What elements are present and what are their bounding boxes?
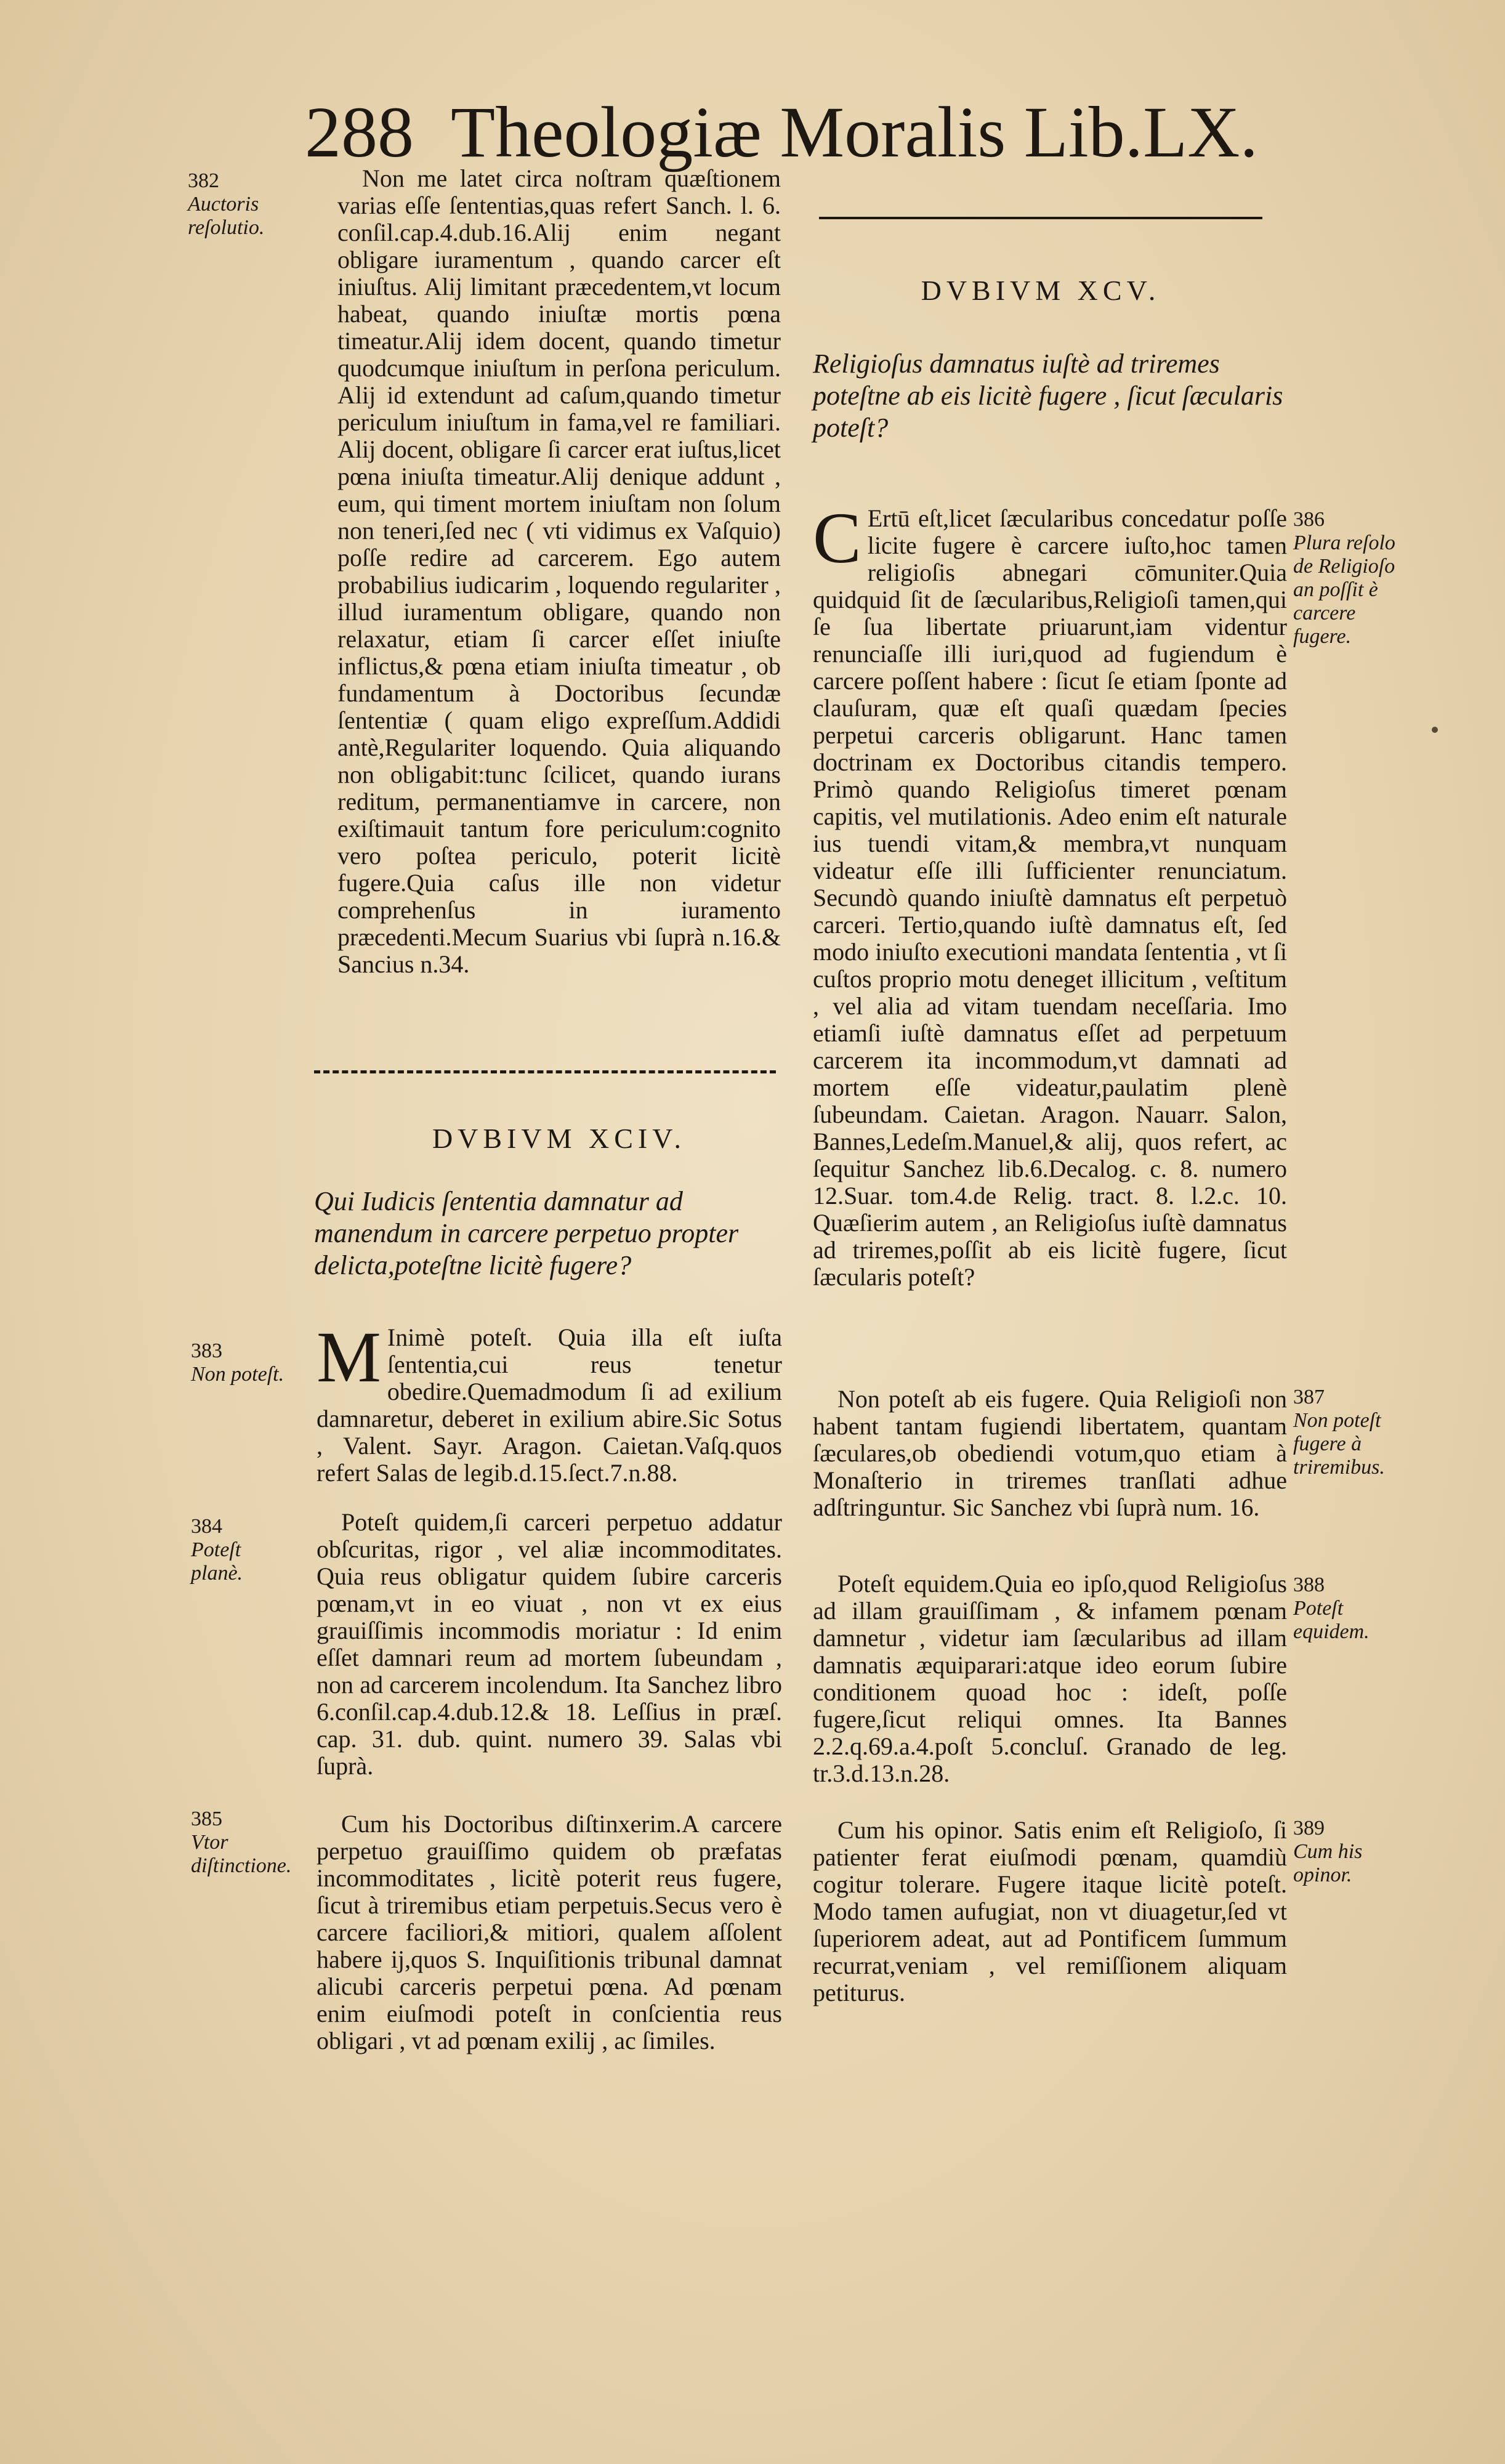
margin-note-389: 389 Cum his opinor. xyxy=(1293,1817,1363,1886)
page-number: 288 xyxy=(305,92,414,172)
paragraph-383: Inimè poteſt. Quia illa eſt iuſta ſententia,cui reus tenetur obedire.Quemadmodum ſi ad exilium damnaretur, deberet in exilium abire.Sic Sotus , Valent. Sayr. Aragon. Caietan.Vaſq.quos refert Salas de legib.d.15.ſect.7.n.88. xyxy=(317,1323,782,1487)
margin-note-383: 383 Non poteſt. xyxy=(191,1339,284,1386)
top-rule xyxy=(819,217,1262,219)
paragraph-384-block xyxy=(317,1509,782,1780)
margin-note-387: 387 Non poteſt fugere à triremibus. xyxy=(1293,1386,1385,1479)
paragraph-386-block xyxy=(813,498,1287,1291)
margin-note-388: 388 Poteſt equidem. xyxy=(1293,1573,1370,1643)
margin-note-385: 385 Vtor diſtinctione. xyxy=(191,1808,292,1877)
paragraph-387: Non poteſt ab eis fugere. Quia Religioſi non habent tantam fugiendi libertatem, quantam ſæculares,ob obediendi votum,quo etiam à Monaſterio in triremes tranſlati adhue adſtringuntur. Sic Sanchez vbi ſuprà num. 16. xyxy=(813,1385,1287,1521)
paragraph-389-block xyxy=(813,1817,1287,2006)
paragraph-388-block xyxy=(813,1570,1287,1787)
dubium-95-title: DVBIVM XCV. xyxy=(921,275,1161,306)
paragraph-386: Ertū eſt,licet ſæcularibus concedatur poſſe licite fugere è carcere iuſto,hoc tamen religioſis abnegari cōmuniter.Quia quidquid ſit de ſæcularibus,Religioſi tamen,qui ſe ſua libertate priuarunt,iam videntur renunciaſſe illi iuri,quod ad fugiendum è carcere poſſent habere : ſicut ſe etiam ſponte ad clauſuram, quæ eſt quaſi quædam ſpecies perpetui carceris obligarunt. Hanc tamen doctrinam ex Doctoribus citandis tempero. Primò quando Religioſus timeret pœnam capitis, vel mutilationis. Adeo enim eſt naturale ius tuendi vitam,& membra,vt nunquam videatur eſſe illi ſufficienter renunciatum. Secundò quando iniuſtè damnatus eſt perpetuò carceri. Tertio,quando iuſtè damnatus eſt, ſed modo iniuſto executioni mandata ſententia , vt ſi cuſtos proprio motu deneget illicitum , veſtitum , vel alia ad vitam tuendam neceſſaria. Imo etiamſi iuſtè damnatus eſſet ad perpetuum carcerem ita incommodum,vt damnati ad mortem eſſe videatur,paulatim plenè ſubeundam. Caietan. Aragon. Nauarr. Salon, Bannes,Ledeſm.Manuel,& alij, quos refert, ac ſequitur Sanchez lib.6.Decalog. c. 8. numero 12.Suar. tom.4.de Relig. tract. 8. l.2.c. 10. Quæſierim autem , an Religioſus iuſtè damnatus ad triremes,poſſit ab eis licitè fugere, ſicut ſæcularis poteſt? xyxy=(813,504,1287,1291)
paragraph-383-block xyxy=(317,1317,782,1487)
margin-note-384: 384 Poteſt planè. xyxy=(191,1515,243,1585)
dubium-95-question: Religioſus damnatus iuſtè ad triremes poteſtne ab eis licitè fugere , ſicut ſæcularis poteſt? xyxy=(813,349,1283,443)
dubium-94-question: Qui Iudicis ſententia damnatur ad manendum in carcere perpetuo propter delicta,poteſtne licitè fugere? xyxy=(314,1186,739,1280)
drop-cap: M xyxy=(317,1317,381,1397)
paragraph-385-block xyxy=(317,1811,782,2054)
paragraph-385: Cum his Doctoribus diſtinxerim.A carcere perpetuo grauiſſimo quidem ob præfatas incommoditates , licitè poterit reus fugere, ſicut à triremibus etiam perpetuis.Secus vero è carcere faciliori,& mitiori, qualem aſſolent habere ij,quos S. Inquiſitionis tribunal damnat alicubi carceris perpetui pœna. Ad pœnam enim eiuſmodi poteſt in conſcientia reus obligari , vt ad pœnam exilij , ac ſimiles. xyxy=(317,1810,782,2054)
margin-note-386: 386 Plura reſolo de Religioſo an poſſit è carcere fugere. xyxy=(1293,508,1395,648)
paragraph-382: Non me latet circa noſtram quæſtionem varias eſſe ſententias,quas refert Sanch. l. 6. conſil.cap.4.dub.16.Alij enim negant obligare iuramentum , quando carcer eſt iniuſtus. Alij limitant præcedentem,vt locum habeat, quando iniuſtæ mortis pœna timeatur.Alij idem docent, quando timetur quodcumque iniuſtum in perſona periculum. Alij id extendunt ad caſum,quando timetur periculum iniuſtum in fama,vel re familiari. Alij docent, obligare ſi carcer erat iuſtus,licet pœna iniuſta timeatur.Alij denique addunt , eum, qui timent mortem iniuſtam non ſolum non teneri,ſed nec ( vti vidimus ex Vaſquio) poſſe redire ad carcerem. Ego autem probabilius iudicarim , loquendo regulariter , illud iuramentum obligare, quando non relaxatur, etiam ſi carcer eſſet iniuſte inflictus,& pœna etiam iniuſta timeatur , ob fundamentum à Doctoribus ſecundæ ſententiæ ( quam eligo expreſſum.Addidi antè,Regulariter loquendo. Quia aliquando non obligabit:tunc ſcilicet, quando iurans reditum, permanentiamve in carcere, non exiſtimauit tantum fore periculum:cognito vero poſtea periculo, poterit licitè fugere.Quia caſus ille non videtur comprehenſus in iuramento præcedenti.Mecum Suarius vbi ſuprà n.16.& Sancius n.34. xyxy=(337,164,781,978)
ink-spot xyxy=(1432,727,1438,733)
margin-note-382: 382 Auctoris reſolutio. xyxy=(188,169,265,239)
paragraph-384: Poteſt quidem,ſi carceri perpetuo addatur obſcuritas, rigor , vel aliæ incommoditates. Quia reus obligatur quidem ſubire carceris pœnam,vt in eo viuat , non vt ex eius grauiſſimis incommodis moriatur : Id enim eſſet damnari reum ad mortem ſubeundam , non ad carcerem incolendum. Ita Sanchez libro 6.conſil.cap.4.dub.12.& 18. Leſſius in præſ. cap. 31. dub. quint. numero 39. Salas vbi ſuprà. xyxy=(317,1508,782,1780)
section-divider xyxy=(314,1070,776,1073)
dubium-94-title: DVBIVM XCIV. xyxy=(432,1123,687,1154)
left-column xyxy=(337,165,781,978)
paragraph-389: Cum his opinor. Satis enim eſt Religioſo, ſi patienter ferat eiuſmodi pœnam, quamdiù cogitur tolerare. Fugere itaque licitè poteſt. Modo tamen aufugiat, non vt diuagetur,ſed vt ſuperiorem adeat, aut ad Pontificem ſummum recurrat,veniam , vel remiſſionem aliquam petiturus. xyxy=(813,1816,1287,2006)
drop-cap: C xyxy=(813,498,861,578)
paragraph-388: Poteſt equidem.Quia eo ipſo,quod Religioſus ad illam grauiſſimam , & infamem pœnam damnetur , videtur iam ſæcularibus ad illam damnatis æquiparari:atque ideo eorum ſubire conditionem quoad hoc : ideſt, poſſe fugere,ſicut reliqui omnes. Ita Bannes 2.2.q.69.a.4.poſt 5.concluſ. Granado de leg. tr.3.d.13.n.28. xyxy=(813,1570,1287,1787)
paragraph-387-block xyxy=(813,1386,1287,1521)
running-title: Theologiæ Moralis Lib.LX. xyxy=(451,92,1258,172)
